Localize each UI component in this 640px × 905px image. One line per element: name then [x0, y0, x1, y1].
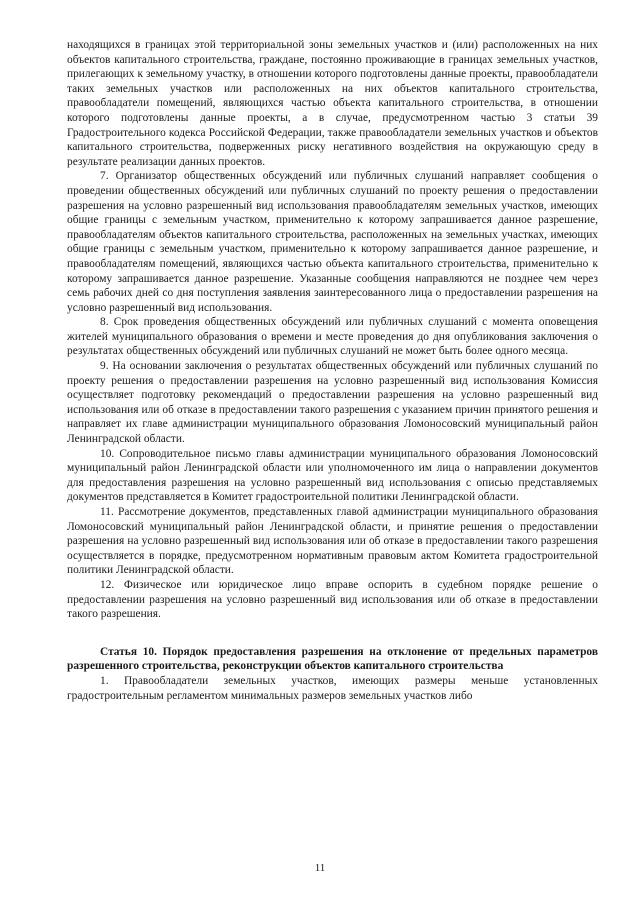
paragraph-7: 7. Организатор общественных обсуждений или публичных слушаний направляет сообщения о проведении общественных обсуждений или публичных слушаний по проекту решения о предоставлении разрешения на условно разрешенный вид использования правообладателям земельных участков, имеющих общие границы с земельным участком, применительно к которому запрашивается данное разрешение, правообладателям объектов капитального строительства, расположенных на земельных участках, имеющих общие границы с земельным участком, применительно к которому запрашивается данное разрешение, и правообладателям помещений, являющихся частью объекта капитального строительства, применительно к которому запрашивается данное разрешение. Указанные сообщения направляются не позднее чем через семь рабочих дней со дня поступления заявления заинтересованного лица о предоставлении разрешения на условно разрешенный вид использования. [67, 170, 598, 314]
paragraph-12: 12. Физическое или юридическое лицо вправе оспорить в судебном порядке решение о предоставлении разрешения на условно разрешенный вид использования или об отказе в предоставлении такого разрешения. [67, 578, 598, 621]
paragraph-10: 10. Сопроводительное письмо главы администрации муниципального образования Ломоносовский муниципальный район Ленинградской области или уполномоченного им лица о направлении документов для предоставления разрешения на условно разрешенный вид использования с описью представляемых документов представляется в Комитет градостроительной политики Ленинградской области. [67, 447, 598, 504]
paragraph-continuation: находящихся в границах этой территориальной зоны земельных участков и (или) расположенных на них объектов капитального строительства, граждане, постоянно проживающие в границах земельных участков, прилегающих к земельному участку, в отношении которого подготовлены данные проекты, правообладатели таких земельных участков или расположенных на них объектов капитального строительства, правообладатели помещений, являющихся частью объекта капитального строительства, в отношении которого подготовлены данные проекты, а в случае, предусмотренном частью 3 статьи 39 Градостроительного кодекса Российской Федерации, также правообладатели земельных участков и объектов капитального строительства, подверженных риску негативного воздействия на окружающую среду в результате реализации данных проектов. [67, 39, 598, 168]
paragraph-11: 11. Рассмотрение документов, представленных главой администрации муниципального образования Ломоносовский муниципальный район Ленинградской области, и принятие решения о предоставлении разрешения на условно разрешенный вид использования или об отказе в предоставлении такого разрешения осуществляется в порядке, предусмотренном нормативным правовым актом Комитета градостроительной политики Ленинградской области. [67, 506, 598, 577]
page-number: 11 [314, 862, 326, 874]
document-page [67, 38, 598, 703]
article-10-heading: Статья 10. Порядок предоставления разрешения на отклонение от предельных параметров разрешенного строительства, реконструкции объектов капитального строительства [67, 645, 598, 673]
paragraph-9: 9. На основании заключения о результатах общественных обсуждений или публичных слушаний по проекту решения о предоставлении разрешения на условно разрешенный вид использования Комиссия осуществляет подготовку рекомендаций о предоставлении разрешения на условно разрешенный вид использования или об отказе в предоставлении такого разрешения с указанием причин принятого решения и направляет их главе администрации муниципального образования Ломоносовский муниципальный район Ленинградской области. [67, 360, 598, 446]
paragraph-8: 8. Срок проведения общественных обсуждений или публичных слушаний с момента оповещения жителей муниципального образования о времени и месте проведения до дня опубликования заключения о результатах общественных обсуждений или публичных слушаний не может быть более одного месяца. [67, 316, 598, 358]
article-10-paragraph-1: 1. Правообладатели земельных участков, имеющих размеры меньше установленных градостроительным регламентом минимальных размеров земельных участков либо [67, 674, 598, 702]
